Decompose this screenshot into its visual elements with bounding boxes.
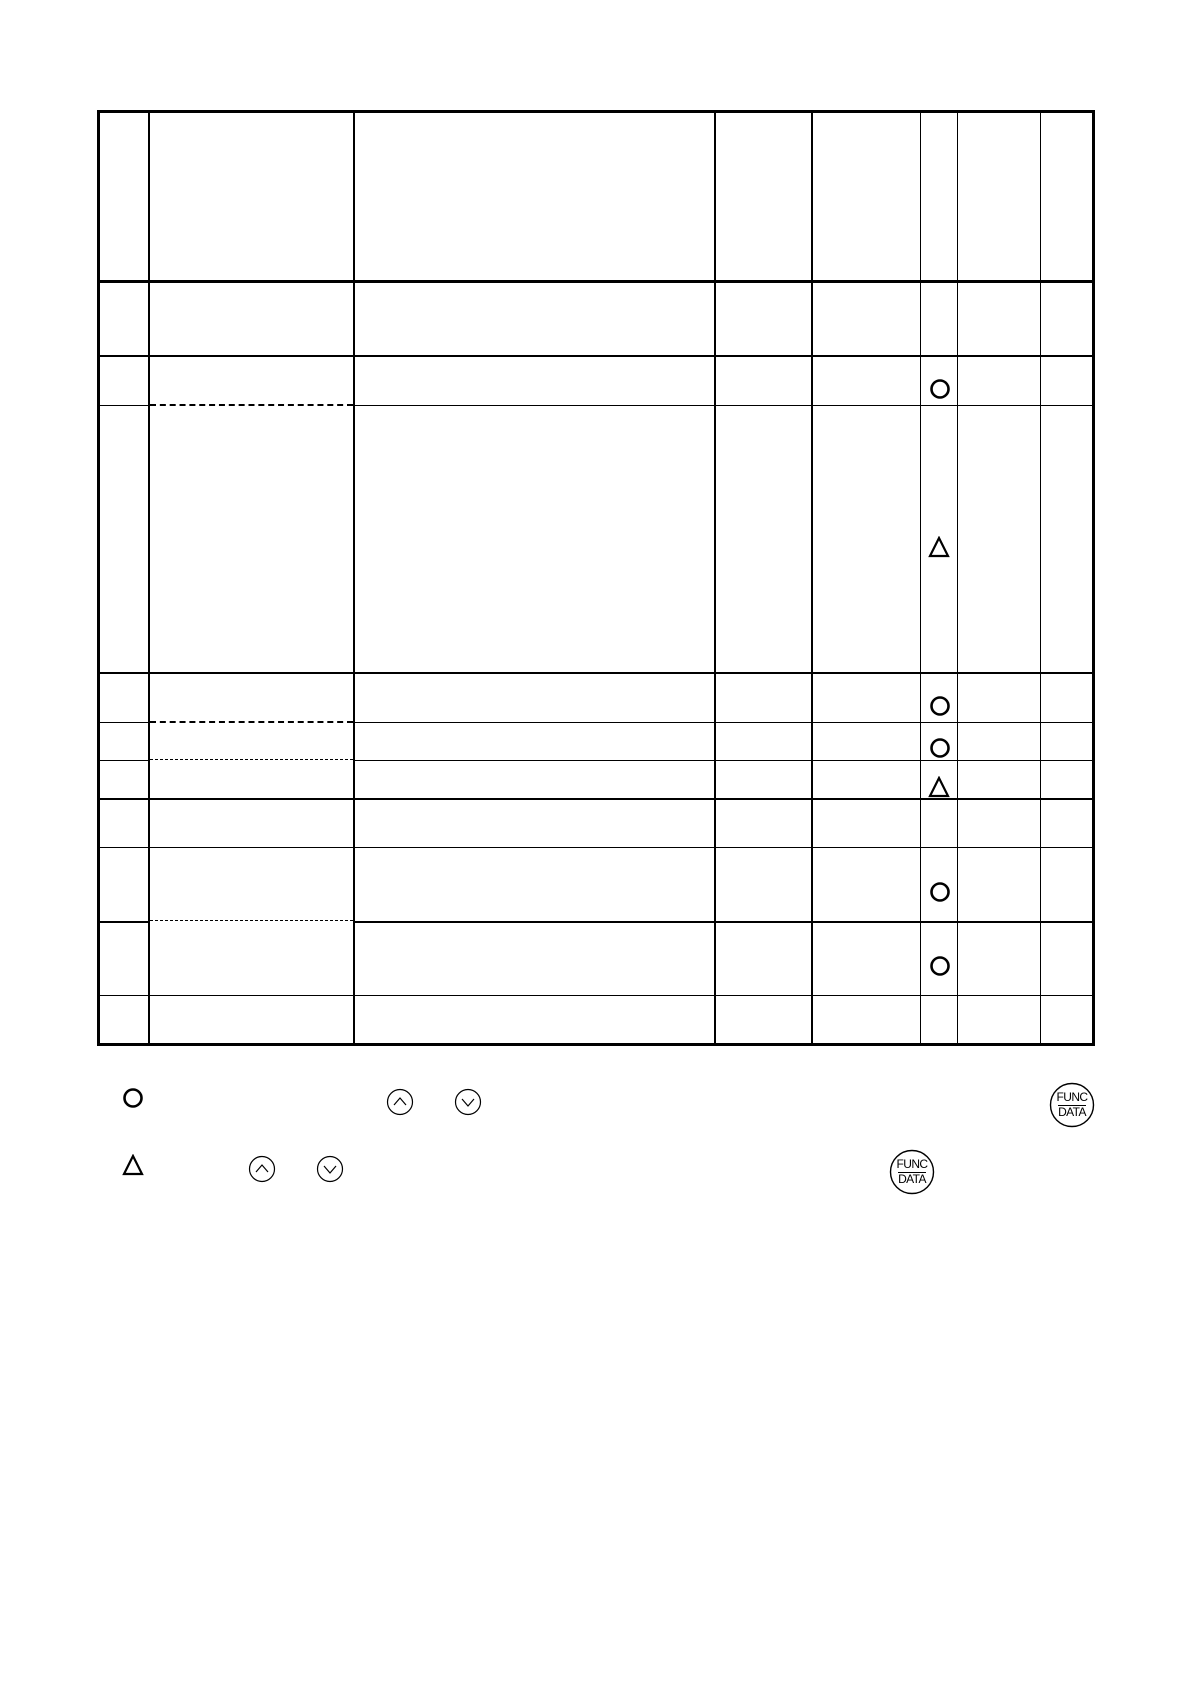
row-divider-dashed <box>150 920 353 921</box>
column-divider <box>920 110 921 1046</box>
table-border-bottom <box>97 1043 1095 1046</box>
column-divider <box>811 110 813 1046</box>
column-divider <box>957 110 958 1046</box>
data-key-label: DATA <box>898 1172 926 1186</box>
circle-icon <box>929 955 951 977</box>
circle-icon <box>929 695 951 717</box>
down-key-icon <box>316 1155 344 1183</box>
legend-triangle-row <box>0 1148 1190 1208</box>
column-divider <box>1040 110 1041 1046</box>
func-data-key-icon <box>1049 1082 1095 1128</box>
row-divider-dashed <box>150 404 353 406</box>
circle-icon <box>929 881 951 903</box>
row-divider <box>97 921 150 923</box>
row-divider-dashed <box>150 759 353 760</box>
table-border-top <box>97 110 1095 113</box>
column-divider <box>353 110 355 1046</box>
table-border-right <box>1092 110 1095 1046</box>
legend-circle-row <box>0 1080 1190 1140</box>
func-key-label: FUNC <box>896 1157 928 1171</box>
up-key-icon <box>386 1088 414 1116</box>
func-data-key-icon <box>889 1149 935 1195</box>
row-divider <box>353 760 1095 761</box>
up-key-icon <box>248 1155 276 1183</box>
column-divider <box>714 110 716 1046</box>
row-divider <box>97 405 150 406</box>
row-divider <box>97 847 1095 848</box>
circle-icon <box>929 378 951 400</box>
row-divider <box>97 995 1095 996</box>
circle-icon <box>122 1087 144 1109</box>
row-divider <box>353 921 1095 923</box>
func-key-label: FUNC <box>1056 1090 1088 1104</box>
row-divider <box>97 760 150 761</box>
row-divider <box>97 798 1095 800</box>
row-divider <box>97 722 150 723</box>
down-key-icon <box>454 1088 482 1116</box>
data-key-label: DATA <box>1058 1105 1086 1119</box>
row-divider <box>97 355 1095 357</box>
triangle-icon <box>928 776 950 798</box>
column-divider <box>148 110 150 1046</box>
circle-icon <box>929 737 951 759</box>
header-divider <box>97 280 1095 283</box>
row-divider <box>353 405 1095 406</box>
row-divider <box>97 672 1095 674</box>
row-divider-dashed <box>150 721 353 723</box>
table-border-left <box>97 110 100 1046</box>
triangle-icon <box>928 536 950 558</box>
row-divider <box>353 722 1095 723</box>
triangle-icon <box>122 1154 144 1176</box>
